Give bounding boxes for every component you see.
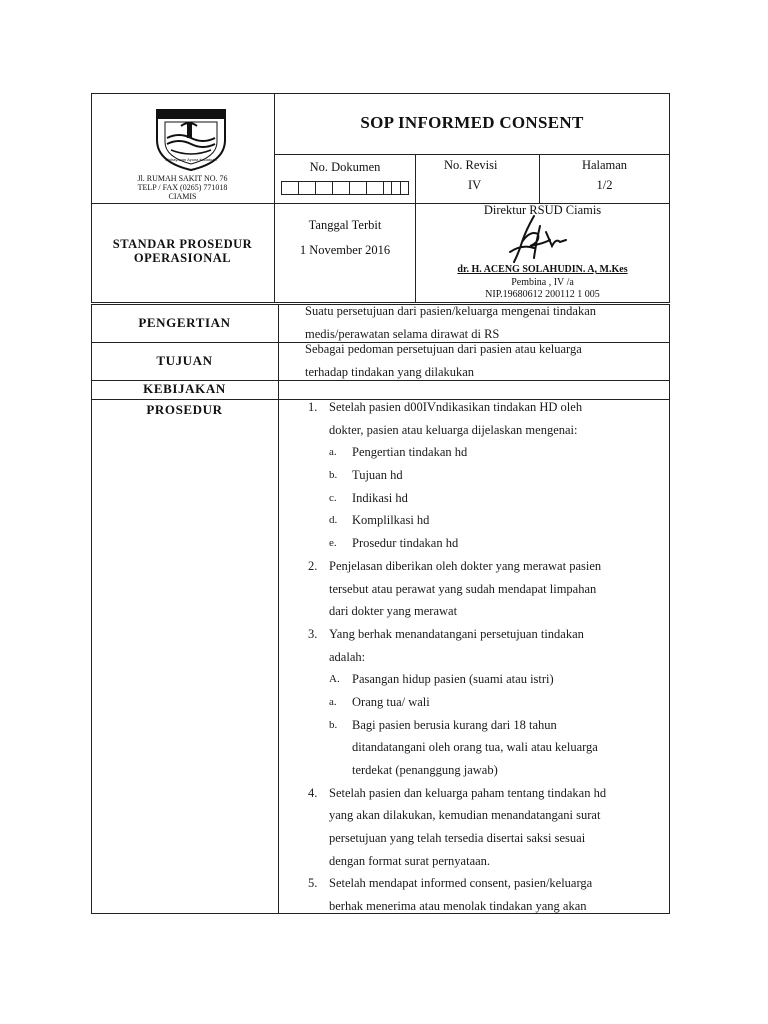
- prosedur-line: [296, 623, 668, 646]
- kebijakan-label: KEBIJAKAN: [143, 381, 226, 396]
- direktur-rank: Pembina , IV /a: [511, 277, 574, 288]
- prosedur-list: [296, 396, 668, 918]
- no-dokumen-label: No. Dokumen: [309, 160, 381, 174]
- prosedur-line: [296, 668, 668, 691]
- no-revisi-label: No. Revisi: [444, 158, 498, 172]
- prosedur-line: [296, 419, 668, 442]
- content-col-divider: [278, 304, 279, 914]
- header-right-border: [669, 93, 670, 303]
- pengertian-line-1: Suatu persetujuan dari pasien/keluarga mengenai tindakan: [305, 304, 596, 318]
- page-title: SOP INFORMED CONSENT: [360, 113, 584, 132]
- prosedur-text: dari dokter yang merawat: [329, 604, 458, 619]
- prosedur-text: tersebut atau perawat yang sudah mendapat limpahan: [329, 581, 597, 596]
- prosedur-line: [296, 850, 668, 873]
- prosedur-line: [296, 759, 668, 782]
- prosedur-line: [296, 782, 668, 805]
- content-right-border: [669, 304, 670, 914]
- prosedur-line: [296, 804, 668, 827]
- prosedur-marker: 5.: [308, 876, 318, 891]
- pengertian-line-2: medis/perawatan selama dirawat di RS: [305, 327, 500, 341]
- direktur-nip: NIP.19680612 200112 1 005: [485, 289, 600, 300]
- prosedur-text: Setelah mendapat informed consent, pasien/keluarga: [329, 876, 593, 891]
- tujuan-label: TUJUAN: [156, 353, 213, 368]
- prosedur-line: [296, 600, 668, 623]
- prosedur-line: [296, 532, 668, 555]
- direktur-name: dr. H. ACENG SOLAHUDIN. A, M.Kes: [457, 264, 628, 275]
- prosedur-marker: 3.: [308, 626, 318, 641]
- prosedur-text: adalah:: [329, 649, 366, 664]
- prosedur-marker: d.: [329, 514, 338, 527]
- prosedur-marker: b.: [329, 718, 338, 731]
- prosedur-line: [296, 509, 668, 532]
- prosedur-text: Setelah pasien dan keluarga paham tentang tindakan hd: [329, 785, 607, 800]
- spo-label: [91, 237, 274, 265]
- prosedur-text: Komplilkasi hd: [352, 513, 430, 528]
- doc-number-box: [281, 181, 299, 195]
- tujuan-line-2: terhadap tindakan yang dilakukan: [305, 365, 475, 379]
- doc-number-box: [315, 181, 333, 195]
- prosedur-line: [296, 487, 668, 510]
- prosedur-text: Pasangan hidup pasien (suami atau istri): [352, 672, 554, 687]
- prosedur-text: Prosedur tindakan hd: [352, 536, 459, 551]
- prosedur-line: [296, 827, 668, 850]
- prosedur-marker: a.: [329, 446, 337, 459]
- prosedur-line: [296, 441, 668, 464]
- prosedur-text: Penjelasan diberikan oleh dokter yang merawat pasien: [329, 558, 602, 573]
- prosedur-text: Tujuan hd: [352, 468, 403, 483]
- address-line-2: TELP / FAX (0265) 771018: [137, 183, 228, 192]
- prosedur-marker: 2.: [308, 558, 318, 573]
- prosedur-line: [296, 396, 668, 419]
- prosedur-text: Indikasi hd: [352, 490, 408, 505]
- prosedur-marker: 1.: [308, 400, 318, 414]
- prosedur-text: Pengertian tindakan hd: [352, 445, 468, 460]
- prosedur-line: [296, 691, 668, 714]
- prosedur-text: dokter, pasien atau keluarga dijelaskan mengenai:: [329, 422, 578, 437]
- prosedur-line: [296, 646, 668, 669]
- prosedur-line: [296, 736, 668, 759]
- director-signature: [500, 212, 580, 270]
- prosedur-marker: b.: [329, 469, 338, 482]
- prosedur-text: terdekat (penanggung jawab): [352, 763, 498, 777]
- doc-number-box: [391, 181, 409, 195]
- prosedur-line: [296, 464, 668, 487]
- spo-line-2: OPERASIONAL: [133, 251, 232, 265]
- prosedur-text: Bagi pasien berusia kurang dari 18 tahun: [352, 717, 557, 732]
- halaman-label: Halaman: [581, 158, 628, 172]
- prosedur-text: Setelah pasien d00IVndikasikan tindakan HD oleh: [329, 400, 583, 414]
- tujuan-text: [305, 338, 667, 384]
- hospital-logo: [151, 102, 231, 172]
- no-revisi-value: IV: [468, 178, 482, 192]
- doc-number-box: [349, 181, 367, 195]
- address-line-3: CIAMIS: [168, 192, 197, 201]
- prosedur-text: berhak menerima atau menolak tindakan yang akan: [329, 899, 587, 914]
- hospital-address: [91, 174, 274, 201]
- doc-number-box: [366, 181, 384, 195]
- signature-icon: [500, 212, 580, 270]
- logo-caption: KAB. CIAMIS: [175, 103, 206, 109]
- doc-number-box: [332, 181, 350, 195]
- doc-number-box: [298, 181, 316, 195]
- title-row-divider: [274, 154, 670, 155]
- address-line-1: Jl. RUMAH SAKIT NO. 76: [137, 174, 228, 183]
- prosedur-text: ditandatangani oleh orang tua, wali atau keluarga: [352, 740, 598, 755]
- prosedur-line: [296, 578, 668, 601]
- prosedur-marker: 4.: [308, 785, 318, 800]
- prosedur-line: [296, 895, 668, 918]
- direktur-label: Direktur RSUD Ciamis: [483, 203, 602, 217]
- prosedur-text: dengan format surat pernyataan.: [329, 853, 491, 868]
- prosedur-text: yang akan dilakukan, kemudian menandatangani surat: [329, 808, 601, 823]
- prosedur-line: [296, 555, 668, 578]
- pengertian-label: PENGERTIAN: [138, 315, 231, 330]
- prosedur-marker: c.: [329, 491, 337, 504]
- prosedur-marker: A.: [329, 673, 340, 686]
- halaman-value: 1/2: [596, 178, 613, 192]
- prosedur-text: Orang tua/ wali: [352, 694, 430, 709]
- tanggal-terbit-value: 1 November 2016: [299, 243, 391, 257]
- prosedur-line: [296, 872, 668, 895]
- tanggal-terbit-label: Tanggal Terbit: [308, 218, 382, 232]
- prosedur-line: [296, 714, 668, 737]
- tujuan-line-1: Sebagai pedoman persetujuan dari pasien atau keluarga: [305, 342, 582, 356]
- spo-line-1: STANDAR PROSEDUR: [112, 237, 253, 251]
- logo-motto: Mahayunan Ayuna Kadatuan: [165, 157, 217, 162]
- prosedur-text: persetujuan yang telah tersedia disertai saksi sesuai: [329, 831, 586, 846]
- header-top-border: [91, 93, 670, 94]
- prosedur-text: Yang berhak menandatangani persetujuan tindakan: [329, 626, 584, 641]
- prosedur-marker: e.: [329, 537, 337, 550]
- prosedur-label: PROSEDUR: [146, 402, 223, 417]
- prosedur-marker: a.: [329, 695, 337, 708]
